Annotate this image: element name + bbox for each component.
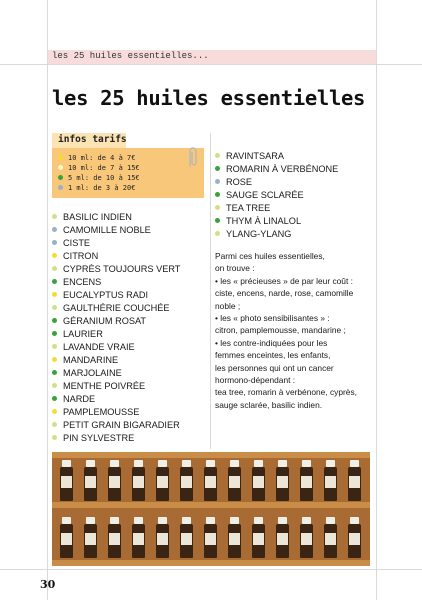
- oil-name: EUCALYPTUS RADI: [63, 290, 149, 300]
- bottle-cap: [110, 517, 119, 524]
- paragraph-line: • les contre-indiquées pour les: [215, 337, 328, 348]
- bottle: [276, 467, 289, 501]
- bottle-cap: [326, 460, 335, 467]
- bottle-label: [301, 533, 312, 545]
- paragraph-line: ciste, encens, narde, rose, camomille: [215, 288, 354, 299]
- bottle-cap: [110, 460, 119, 467]
- tier-dot: [52, 305, 57, 310]
- oil-list-item: [215, 228, 291, 241]
- frame-line-left: [47, 0, 48, 600]
- oil-list-item: [215, 202, 270, 215]
- tier-dot: [52, 292, 57, 297]
- bottle-cap: [350, 460, 359, 467]
- tarif-text: 1 ml: de 3 à 20€: [68, 184, 136, 192]
- oil-list-item: [52, 263, 180, 276]
- oil-list-item: [215, 215, 301, 228]
- column-divider: [210, 133, 211, 449]
- bottle-cap: [254, 460, 263, 467]
- oil-name: GÉRANIUM ROSAT: [63, 316, 147, 326]
- tier-dot: [52, 409, 57, 414]
- bottle-label: [229, 476, 240, 488]
- tier-dot: [215, 205, 220, 210]
- oil-name: CISTE: [63, 238, 91, 248]
- shelf: [52, 452, 370, 458]
- oil-list-item: [52, 276, 101, 289]
- shelf: [52, 502, 370, 508]
- oil-name: NARDE: [63, 394, 96, 404]
- bottle-label: [277, 533, 288, 545]
- bottle: [84, 467, 97, 501]
- tier-dot: [215, 179, 220, 184]
- tier-dot: [52, 383, 57, 388]
- tier-dot: [215, 218, 220, 223]
- oil-list-item: [52, 367, 122, 380]
- oil-list-item: [52, 328, 103, 341]
- bottle-cap: [134, 460, 143, 467]
- tier-dot: [52, 279, 57, 284]
- shelf: [52, 560, 370, 566]
- tier-dot: [52, 214, 57, 219]
- tarif-text: 10 ml: de 4 à 7€: [68, 154, 136, 162]
- bottle-cap: [230, 517, 239, 524]
- oil-list-item: [52, 354, 118, 367]
- tier-dot: [52, 435, 57, 440]
- oil-name: SAUGE SCLARÉE: [226, 190, 304, 200]
- bottle-label: [85, 476, 96, 488]
- bottle: [156, 467, 169, 501]
- bottle-cap: [182, 517, 191, 524]
- bottle-cap: [206, 517, 215, 524]
- bottle-cap: [86, 460, 95, 467]
- tarif-text: 5 ml: de 10 à 15€: [68, 174, 140, 182]
- oil-list-item: [52, 315, 146, 328]
- paragraph-line: tea tree, romarin à verbénone, cyprès,: [215, 387, 357, 398]
- oil-list-item: [52, 237, 90, 250]
- oil-name: MANDARINE: [63, 355, 119, 365]
- oil-list-item: [52, 380, 145, 393]
- tarif-row: [58, 183, 135, 193]
- bottle: [180, 524, 193, 558]
- page-title: les 25 huiles essentielles: [52, 86, 366, 110]
- bottle-cap: [302, 517, 311, 524]
- oil-name: LAVANDE VRAIE: [63, 342, 135, 352]
- bottle-cap: [326, 517, 335, 524]
- oil-list-item: [52, 432, 134, 445]
- bottle-label: [229, 533, 240, 545]
- bottle-label: [133, 533, 144, 545]
- frame-line-bottom: [0, 569, 422, 570]
- bottle-cap: [302, 460, 311, 467]
- bottle-label: [61, 476, 72, 488]
- bottle: [324, 524, 337, 558]
- oil-list-item: [215, 150, 284, 163]
- bottle-cap: [158, 460, 167, 467]
- bottle: [276, 524, 289, 558]
- oil-name: ROSE: [226, 177, 253, 187]
- tarif-text: 10 ml: de 7 à 15€: [68, 164, 140, 172]
- oil-name: RAVINTSARA: [226, 151, 285, 161]
- tier-dot: [52, 331, 57, 336]
- oil-list-item: [52, 302, 170, 315]
- paragraph-line: • les « photo sensibilisantes » :: [215, 312, 330, 323]
- paragraph-line: sauge sclarée, basilic indien.: [215, 399, 323, 410]
- bottle: [60, 467, 73, 501]
- paragraph-line: hormono-dépendant :: [215, 374, 296, 385]
- bottle-label: [349, 533, 360, 545]
- tarif-dot: [58, 165, 63, 170]
- bottle-label: [181, 533, 192, 545]
- bottle-cap: [350, 517, 359, 524]
- bottle: [324, 467, 337, 501]
- bottle-label: [253, 533, 264, 545]
- oil-name: PIN SYLVESTRE: [63, 433, 135, 443]
- bottle-label: [301, 476, 312, 488]
- bottle-cap: [206, 460, 215, 467]
- bottles-photo: [52, 452, 370, 566]
- bottle: [348, 524, 361, 558]
- oil-name: GAULTHÉRIE COUCHÉE: [63, 303, 170, 313]
- bottle-cap: [278, 517, 287, 524]
- oil-list-item: [52, 289, 148, 302]
- oil-list-item: [215, 189, 304, 202]
- oil-name: CYPRÈS TOUJOURS VERT: [63, 264, 181, 274]
- oil-name: THYM À LINALOL: [226, 216, 302, 226]
- paragraph-line: Parmi ces huiles essentielles,: [215, 251, 325, 261]
- frame-line-top: [0, 64, 422, 65]
- tier-dot: [52, 266, 57, 271]
- bottle: [156, 524, 169, 558]
- bottle-label: [109, 533, 120, 545]
- oil-list-item: [52, 419, 180, 432]
- bottle: [132, 524, 145, 558]
- tarif-heading: infos tarifs: [58, 134, 127, 145]
- tarif-row: [58, 173, 140, 183]
- bottle: [84, 524, 97, 558]
- oil-name: ENCENS: [63, 277, 102, 287]
- bottle-cap: [86, 517, 95, 524]
- bottle: [204, 524, 217, 558]
- tier-dot: [215, 166, 220, 171]
- bottle: [300, 467, 313, 501]
- oil-name: ROMARIN À VERBÉNONE: [226, 164, 339, 174]
- tarif-box: [52, 148, 204, 198]
- bottle-cap: [182, 460, 191, 467]
- running-header: les 25 huiles essentielles...: [52, 51, 209, 61]
- bottle: [300, 524, 313, 558]
- tier-dot: [52, 422, 57, 427]
- tarif-dot: [58, 185, 63, 190]
- oil-name: PETIT GRAIN BIGARADIER: [63, 420, 180, 430]
- bottle: [348, 467, 361, 501]
- tier-dot: [52, 227, 57, 232]
- tier-dot: [52, 240, 57, 245]
- oil-list-item: [215, 163, 338, 176]
- bottle-label: [253, 476, 264, 488]
- bottle-label: [277, 476, 288, 488]
- bottle-label: [133, 476, 144, 488]
- tarif-dot: [58, 175, 63, 180]
- oil-name: LAURIER: [63, 329, 103, 339]
- tier-dot: [215, 231, 220, 236]
- paragraph-line: les personnes qui ont un cancer: [215, 362, 334, 373]
- bottle-label: [205, 476, 216, 488]
- tarif-heading-tab: [52, 133, 126, 148]
- paragraph-line: noble ;: [215, 300, 241, 311]
- oil-name: TEA TREE: [226, 203, 271, 213]
- oil-list-item: [52, 406, 139, 419]
- tier-dot: [215, 153, 220, 158]
- bottle-label: [85, 533, 96, 545]
- bottle: [132, 467, 145, 501]
- tier-dot: [52, 318, 57, 323]
- tarif-dot: [58, 155, 63, 160]
- bottle: [60, 524, 73, 558]
- bottle: [252, 524, 265, 558]
- bottle: [180, 467, 193, 501]
- oil-name: YLANG-YLANG: [226, 229, 292, 239]
- oil-name: MENTHE POIVRÉE: [63, 381, 146, 391]
- tier-dot: [52, 370, 57, 375]
- tier-dot: [52, 344, 57, 349]
- bottle-cap: [134, 517, 143, 524]
- bottle-label: [205, 533, 216, 545]
- paperclip-icon: [186, 146, 200, 170]
- paragraph-line: citron, pamplemousse, mandarine ;: [215, 325, 346, 336]
- paragraph-line: • les « précieuses » de par leur coût :: [215, 275, 353, 286]
- bottle-label: [181, 476, 192, 488]
- bottle-label: [157, 476, 168, 488]
- oil-name: PAMPLEMOUSSE: [63, 407, 140, 417]
- oil-list-item: [52, 224, 151, 237]
- bottle-cap: [278, 460, 287, 467]
- tarif-row: [58, 163, 140, 173]
- oil-name: MARJOLAINE: [63, 368, 122, 378]
- bottle: [108, 467, 121, 501]
- bottle: [108, 524, 121, 558]
- oil-name: CITRON: [63, 251, 99, 261]
- oil-list-item: [215, 176, 252, 189]
- oil-list-item: [52, 211, 132, 224]
- bottle: [252, 467, 265, 501]
- bottle: [204, 467, 217, 501]
- bottle-label: [325, 533, 336, 545]
- bottle-cap: [62, 460, 71, 467]
- bottle: [228, 467, 241, 501]
- bottle-label: [349, 476, 360, 488]
- tier-dot: [52, 396, 57, 401]
- bottle-cap: [230, 460, 239, 467]
- oil-list-item: [52, 250, 98, 263]
- paragraph-line: on trouve :: [215, 263, 255, 274]
- bottle-label: [157, 533, 168, 545]
- paragraph-line: femmes enceintes, les enfants,: [215, 350, 331, 361]
- bottle: [228, 524, 241, 558]
- frame-line-right: [376, 0, 377, 600]
- notes-paragraph: [215, 250, 375, 411]
- bottle-label: [61, 533, 72, 545]
- tier-dot: [52, 357, 57, 362]
- bottle-cap: [158, 517, 167, 524]
- oil-name: CAMOMILLE NOBLE: [63, 225, 151, 235]
- tier-dot: [215, 192, 220, 197]
- tarif-row: [58, 153, 135, 163]
- oil-list-item: [52, 393, 95, 406]
- tier-dot: [52, 253, 57, 258]
- bottle-cap: [62, 517, 71, 524]
- bottle-cap: [254, 517, 263, 524]
- bottle-label: [325, 476, 336, 488]
- oil-name: BASILIC INDIEN: [63, 212, 132, 222]
- page-number: 30: [40, 578, 56, 591]
- bottle-label: [109, 476, 120, 488]
- oil-list-item: [52, 341, 135, 354]
